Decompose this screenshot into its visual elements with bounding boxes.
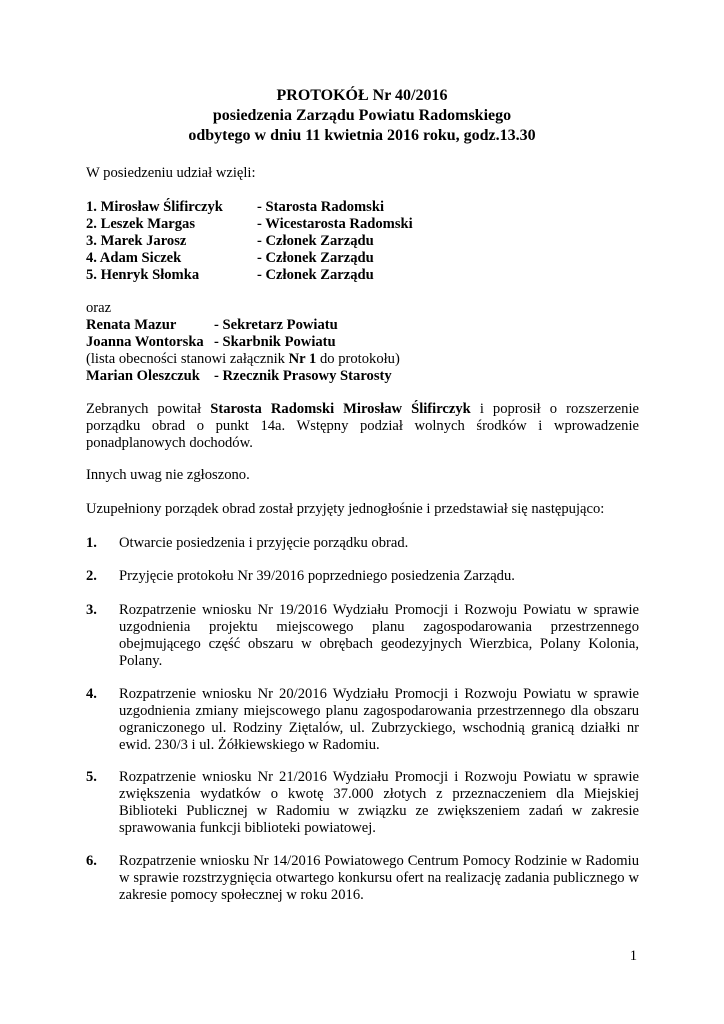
agenda-item-text: Przyjęcie protokołu Nr 39/2016 poprzedniego posiedzenia Zarządu. xyxy=(119,568,515,584)
guest xyxy=(86,334,639,351)
guest xyxy=(86,317,639,334)
agenda-intro: Uzupełniony porządek obrad został przyjęty jednogłośnie i przedstawiał się następująco: xyxy=(86,501,605,517)
board-member xyxy=(86,233,639,250)
member-role: - Wicestarosta Radomski xyxy=(257,216,413,232)
attachment-number: Nr 1 xyxy=(288,351,317,367)
board-member xyxy=(86,267,639,284)
guest-name: Renata Mazur xyxy=(86,317,177,333)
agenda-item xyxy=(86,602,639,670)
agenda-item-number: 4. xyxy=(86,686,97,702)
agenda-item-number: 2. xyxy=(86,568,97,584)
agenda-item xyxy=(86,853,639,904)
member-name: 4. Adam Siczek xyxy=(86,250,182,266)
attendance-note-text: (lista obecności stanowi załącznik xyxy=(86,351,289,367)
agenda-item-text: Rozpatrzenie wniosku Nr 19/2016 Wydziału Promocji i Rozwoju Powiatu w sprawie uzgodnienia projektu miejscowego planu zagospodarowania przestrzennego obejmującego część obszaru w obrębach geodezyjnych Wierzbica, Polany Kolonia, Polany. xyxy=(119,602,639,669)
agenda-item-text: Rozpatrzenie wniosku Nr 20/2016 Wydziału Promocji i Rozwoju Powiatu w sprawie uzgodnienia zmiany miejscowego planu zagospodarowania przestrzennego dla obszaru ograniczonego ul. Rodziny Ziętalów, ul. Zubrzyckiego, wschodnią granicą działki nr ewid. 230/3 i ul. Żółkiewskiego w Radomiu. xyxy=(119,686,639,753)
page-number: 1 xyxy=(629,948,637,964)
welcome-text: Zebranych powitał xyxy=(86,401,211,417)
also-label: oraz xyxy=(86,300,112,316)
guests-list xyxy=(86,300,639,385)
document-title xyxy=(0,86,724,146)
no-remarks-text: Innych uwag nie zgłoszono. xyxy=(86,467,250,483)
welcome-paragraph xyxy=(86,401,639,452)
guest-name: Joanna Wontorska xyxy=(86,334,204,350)
agenda-item-number: 1. xyxy=(86,535,97,551)
title-line-3: odbytego w dniu 11 kwietnia 2016 roku, godz.13.30 xyxy=(188,127,536,144)
member-role: - Członek Zarządu xyxy=(257,267,374,283)
agenda-item xyxy=(86,568,639,585)
agenda-item-text: Rozpatrzenie wniosku Nr 21/2016 Wydziału Promocji i Rozwoju Powiatu w sprawie zwiększenia wydatków o kwotę 37.000 złotych z przeznaczeniem dla Miejskiej Biblioteki Publicznej w Radomiu w związku ze zwiększeniem zadań w zakresie sprawowania funkcji biblioteki powiatowej. xyxy=(119,769,639,836)
title-line-1: PROTOKÓŁ Nr 40/2016 xyxy=(276,87,448,104)
title-line-2: posiedzenia Zarządu Powiatu Radomskiego xyxy=(212,107,512,124)
guest-role: - Sekretarz Powiatu xyxy=(214,317,338,333)
member-role: - Starosta Radomski xyxy=(257,199,385,215)
board-members-list xyxy=(86,199,639,284)
member-name: 3. Marek Jarosz xyxy=(86,233,187,249)
member-name: 2. Leszek Margas xyxy=(86,216,196,232)
participants-intro: W posiedzeniu udział wzięli: xyxy=(86,165,256,181)
welcome-text-end: i poprosił o rozszerzenie porządku obrad o punkt 14a. Wstępny podział wolnych środków i wprowadzenie ponadplanowych dochodów. xyxy=(86,401,639,451)
member-name: 5. Henryk Słomka xyxy=(86,267,200,283)
agenda-item-text: Otwarcie posiedzenia i przyjęcie porządku obrad. xyxy=(119,535,409,551)
attendance-note-text-end: do protokołu) xyxy=(316,351,400,367)
board-member xyxy=(86,216,639,233)
agenda-item xyxy=(86,535,639,552)
member-role: - Członek Zarządu xyxy=(257,233,374,249)
agenda-item-number: 3. xyxy=(86,602,97,618)
guest-role: - Skarbnik Powiatu xyxy=(214,334,336,350)
member-name: 1. Mirosław Ślifirczyk xyxy=(86,199,223,215)
guest-role: - Rzecznik Prasowy Starosty xyxy=(214,368,392,384)
member-role: - Członek Zarządu xyxy=(257,250,374,266)
welcome-host: Starosta Radomski Mirosław Ślifirczyk xyxy=(210,401,471,417)
agenda-item xyxy=(86,769,639,837)
board-member xyxy=(86,250,639,267)
board-member xyxy=(86,199,639,216)
agenda-item xyxy=(86,686,639,754)
attendance-note xyxy=(86,351,639,368)
agenda-item-number: 6. xyxy=(86,853,97,869)
guest-name: Marian Oleszczuk xyxy=(86,368,200,384)
agenda-item-number: 5. xyxy=(86,769,97,785)
agenda-item-text: Rozpatrzenie wniosku Nr 14/2016 Powiatowego Centrum Pomocy Rodzinie w Radomiu w sprawie rozstrzygnięcia otwartego konkursu ofert na realizację zadania publicznego w zakresie pomocy społecznej w roku 2016. xyxy=(119,853,639,903)
press-officer xyxy=(86,368,639,385)
